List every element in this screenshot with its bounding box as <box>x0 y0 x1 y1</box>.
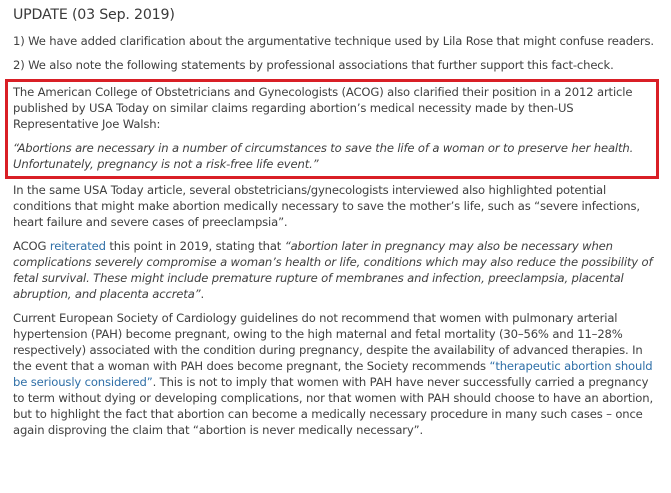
acog-text-start: ACOG <box>13 239 50 253</box>
acog-quote: “Abortions are necessary in a number of circumstances to save the life of a woman or to preserve her health. Unfortunately, pregnancy is not a risk-free life event.” <box>13 141 634 171</box>
acog-text-end: . <box>200 287 205 301</box>
esc-text-start: Current European Society of Cardiology guidelines do not recommend that women with pulmonary arterial hypertension (PAH) become pregnant, owing to the high maternal and fetal mortality (30–56% and 11–28% respectively) associated with the condition during pregnancy, despite the availability of advanced therapies. In the event that a woman with PAH does become pregnant, the Society recommends <box>13 311 643 373</box>
acog-2019-quote: “abortion later in pregnancy may also be necessary when complications severely compromise a woman’s health or life, conditions which may also reduce the possibility of fetal survival. These might include premature rupture of membranes and infection, preeclampsia, placental abruption, and placenta accreta” <box>13 239 653 301</box>
highlighted-statement-box <box>5 79 659 179</box>
update-heading: UPDATE (03 Sep. 2019) <box>13 7 175 23</box>
therapeutic-abortion-link[interactable]: “therapeutic abortion should be seriously considered” <box>13 359 653 389</box>
update-item-2: 2) We also note the following statements by professional associations that further support this fact-check. <box>13 58 614 72</box>
acog-text-middle: this point in 2019, stating that <box>105 239 285 253</box>
esc-text-end: . This is not to imply that women with PAH have never successfully carried a pregnancy to term without dying or developing complications, nor that women with PAH should choose to have an abortion, but to highlight the fact that abortion can become a medically necessary procedure in many such cases – once again disproving the claim that “abortion is never medically necessary”. <box>13 375 653 437</box>
usa-today-paragraph: In the same USA Today article, several obstetricians/gynecologists interviewed also highlighted potential conditions that might make abortion medically necessary to save the mother’s life, such as “severe infections, heart failure and severe cases of preeclampsia”. <box>13 183 640 229</box>
acog-2019-paragraph <box>13 238 661 302</box>
update-item-1: 1) We have added clarification about the argumentative technique used by Lila Rose that might confuse readers. <box>13 34 654 48</box>
reiterated-link[interactable]: reiterated <box>49 239 106 253</box>
esc-guidelines-paragraph <box>13 310 661 438</box>
acog-clarification-text: The American College of Obstetricians and Gynecologists (ACOG) also clarified their position in a 2012 article published by USA Today on similar claims regarding abortion’s medical necessity made by then-US Representative Joe Walsh: <box>13 85 633 131</box>
